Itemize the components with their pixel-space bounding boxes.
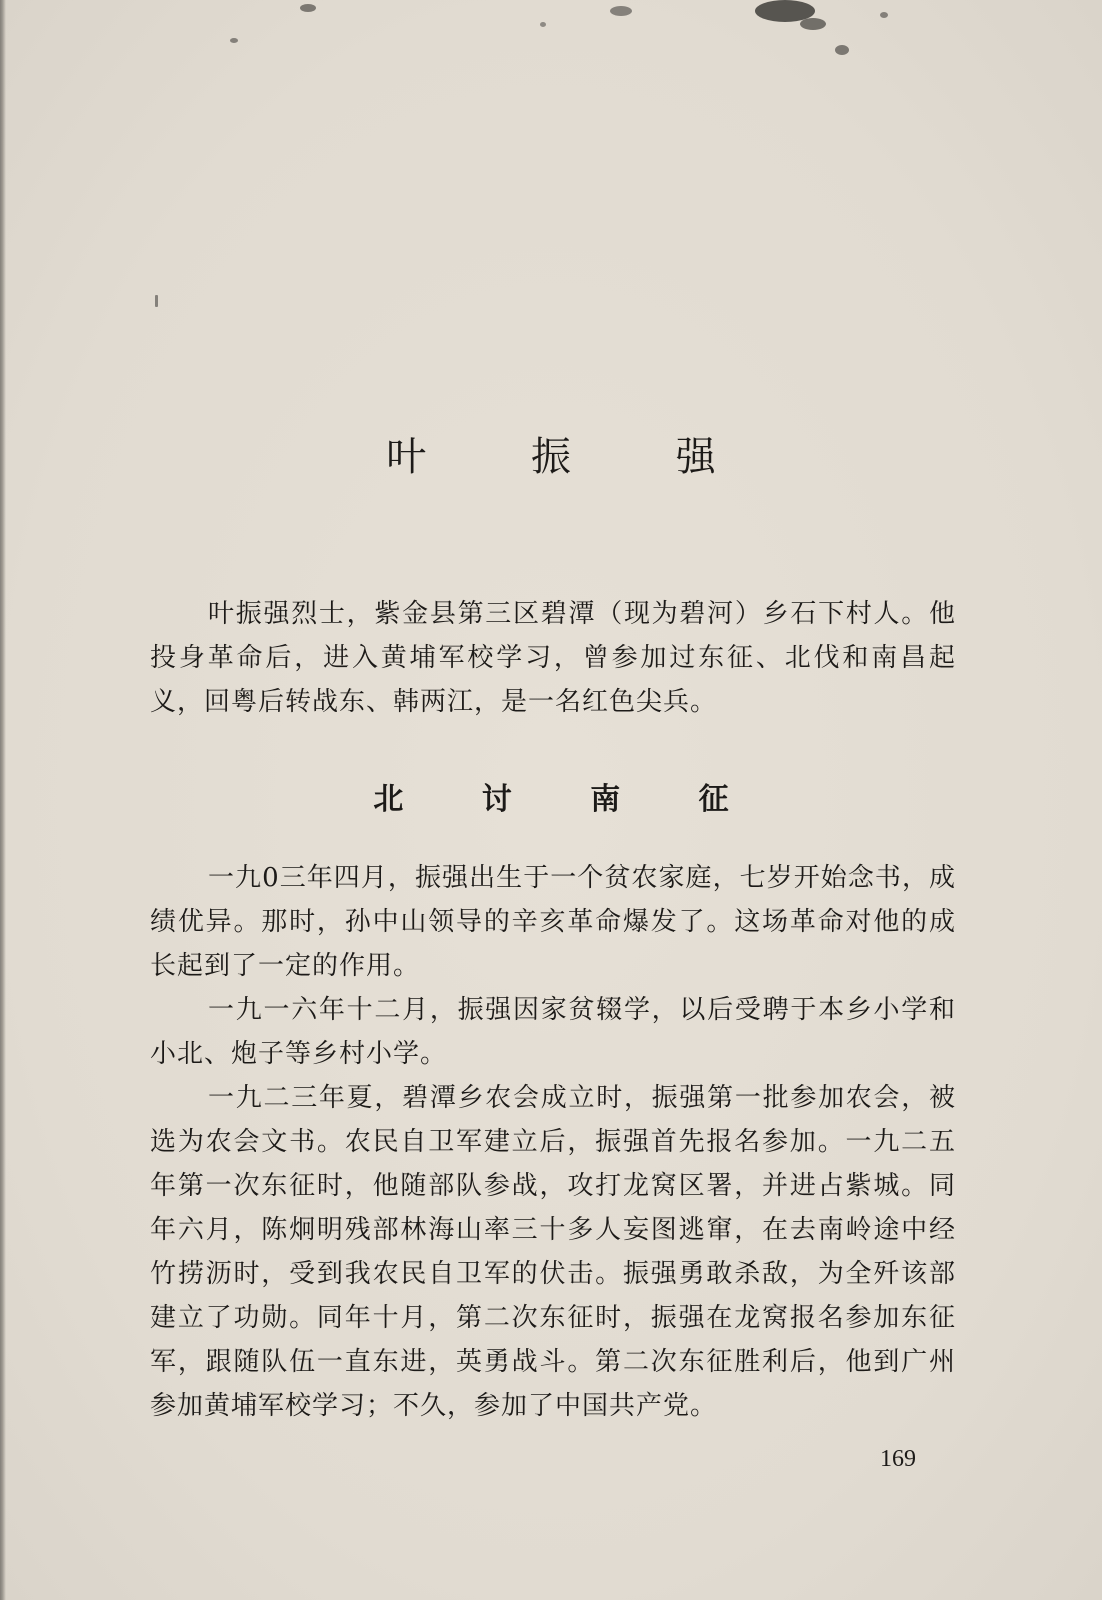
scan-speckle xyxy=(540,22,546,27)
scan-speckle xyxy=(835,45,849,55)
scan-speckle xyxy=(230,38,238,43)
scan-speckle xyxy=(800,18,826,30)
scan-speckle xyxy=(300,4,316,12)
page-number: 169 xyxy=(880,1446,916,1472)
section-title: 北 讨 南 征 xyxy=(373,782,763,817)
body-paragraph-3: 一九二三年夏，碧潭乡农会成立时，振强第一批参加农会，被选为农会文书。农民自卫军建立后，振强首先报名参加。一九二五年第一次东征时，他随部队参战，攻打龙窝区署，并进占紫城。同年六月，陈炯明残部林海山率三十多人妄图逃窜，在去南岭途中经竹捞沥时，受到我农民自卫军的伏击。振强勇敢杀敌，为全歼该部建立了功勋。同年十月，第二次东征时，振强在龙窝报名参加东征军，跟随队伍一直东进，英勇战斗。第二次东征胜利后，他到广州参加黄埔军校学习；不久，参加了中国共产党。 xyxy=(150,1083,956,1421)
scan-speckle xyxy=(155,295,158,307)
body-paragraph-1: 一九0三年四月，振强出生于一个贫农家庭，七岁开始念书，成绩优异。那时，孙中山领导的辛亥革命爆发了。这场革命对他的成长起到了一定的作用。 xyxy=(150,863,956,981)
scan-speckle xyxy=(610,6,632,16)
scan-speckle xyxy=(880,12,888,18)
intro-paragraph: 叶振强烈士，紫金县第三区碧潭（现为碧河）乡石下村人。他投身革命后，进入黄埔军校学习，曾参加过东征、北伐和南昌起义，回粤后转战东、韩两江，是一名红色尖兵。 xyxy=(150,599,956,717)
page-title: 叶 振 强 xyxy=(386,434,762,480)
body-paragraph-2: 一九一六年十二月，振强因家贫辍学，以后受聘于本乡小学和小北、炮子等乡村小学。 xyxy=(150,995,956,1069)
